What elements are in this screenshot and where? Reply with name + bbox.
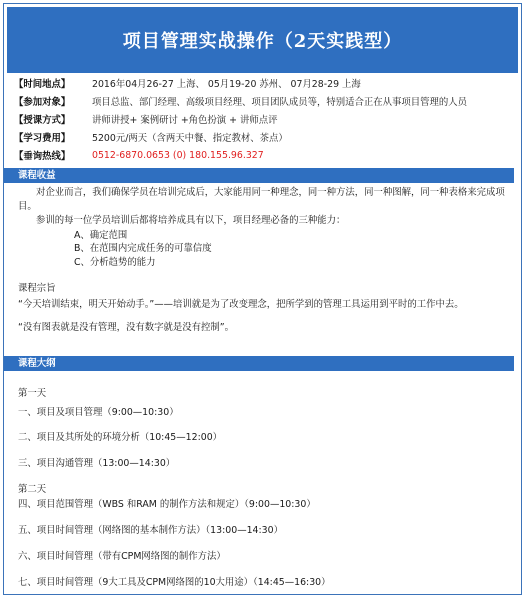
info-label: 【学习费用】 xyxy=(14,133,71,144)
info-value: 讲师讲授+ 案例研讨 +角色扮演 + 讲师点评 xyxy=(92,115,278,126)
info-row-fee xyxy=(14,128,509,146)
info-label: 【垂询热线】 xyxy=(14,151,71,162)
info-row-audience xyxy=(14,92,509,110)
ability-item: B、在范围内完成任务的可靠信度 xyxy=(74,243,212,254)
outline-item: 七、项目时间管理（9大工具及CPM网络图的10大用途）（14:45—16:30） xyxy=(18,577,331,588)
course-info xyxy=(14,74,509,164)
outline-item: 三、项目沟通管理（13:00—14:30） xyxy=(18,458,176,469)
ability-item: A、确定范围 xyxy=(74,229,128,241)
day-heading: 第二天 xyxy=(18,484,47,495)
outline-item: 二、项目及其所处的环境分析（10:45—12:00） xyxy=(18,432,223,443)
purpose-quote: “没有图表就是没有管理，没有数字就是没有控制”。 xyxy=(18,322,234,333)
benefits-paragraph: 对企业而言，我们确保学员在培训完成后，大家能用同一种理念，同一种方法，同一种图解，同一种表格来完成项目。 xyxy=(18,187,505,212)
info-row-method xyxy=(14,110,509,128)
section-heading-benefits: 课程收益 xyxy=(4,168,514,183)
info-value: 项目总监、部门经理、高级项目经理、项目团队成员等，特别适合正在从事项目管理的人员 xyxy=(92,97,468,108)
info-row-time-place xyxy=(14,74,509,92)
info-value: 5200元/两天（含两天中餐、指定教材、茶点） xyxy=(92,133,288,144)
outline-item: 四、项目范围管理（WBS 和RAM 的制作方法和规定）（9:00—10:30） xyxy=(18,499,316,510)
ability-item: C、分析趋势的能力 xyxy=(74,256,156,268)
purpose-title: 课程宗旨 xyxy=(18,283,56,294)
outline-item: 六、项目时间管理（带有CPM网络图的制作方法） xyxy=(18,551,226,562)
section-heading-outline: 课程大纲 xyxy=(4,356,514,371)
info-label: 【授课方式】 xyxy=(14,115,71,126)
hotline-number: 0512-6870.0653 (0) 180.155.96.327 xyxy=(92,149,264,161)
day-heading: 第一天 xyxy=(18,388,47,399)
benefits-body xyxy=(18,186,510,335)
outline-item: 五、项目时间管理（网络图的基本制作方法）（13:00—14:30） xyxy=(18,525,283,536)
info-value: 2016年04月26-27 上海、 05月19-20 苏州、 07月28-29 上海 xyxy=(92,79,361,90)
page-title: 项目管理实战操作（2天实践型） xyxy=(122,31,403,52)
info-label: 【时间地点】 xyxy=(14,79,71,90)
benefits-paragraph: 参训的每一位学员培训后都将培养成具有以下，项目经理必备的三种能力： xyxy=(36,215,346,226)
info-row-hotline xyxy=(14,146,509,164)
title-banner xyxy=(7,7,518,73)
purpose-quote: “今天培训结束，明天开始动手。”——培训就是为了改变理念，把所学到的管理工具运用到平时的工作中去。 xyxy=(18,298,464,310)
info-label: 【参加对象】 xyxy=(14,97,71,108)
outline-item: 一、项目及项目管理（9:00—10:30） xyxy=(18,407,179,418)
